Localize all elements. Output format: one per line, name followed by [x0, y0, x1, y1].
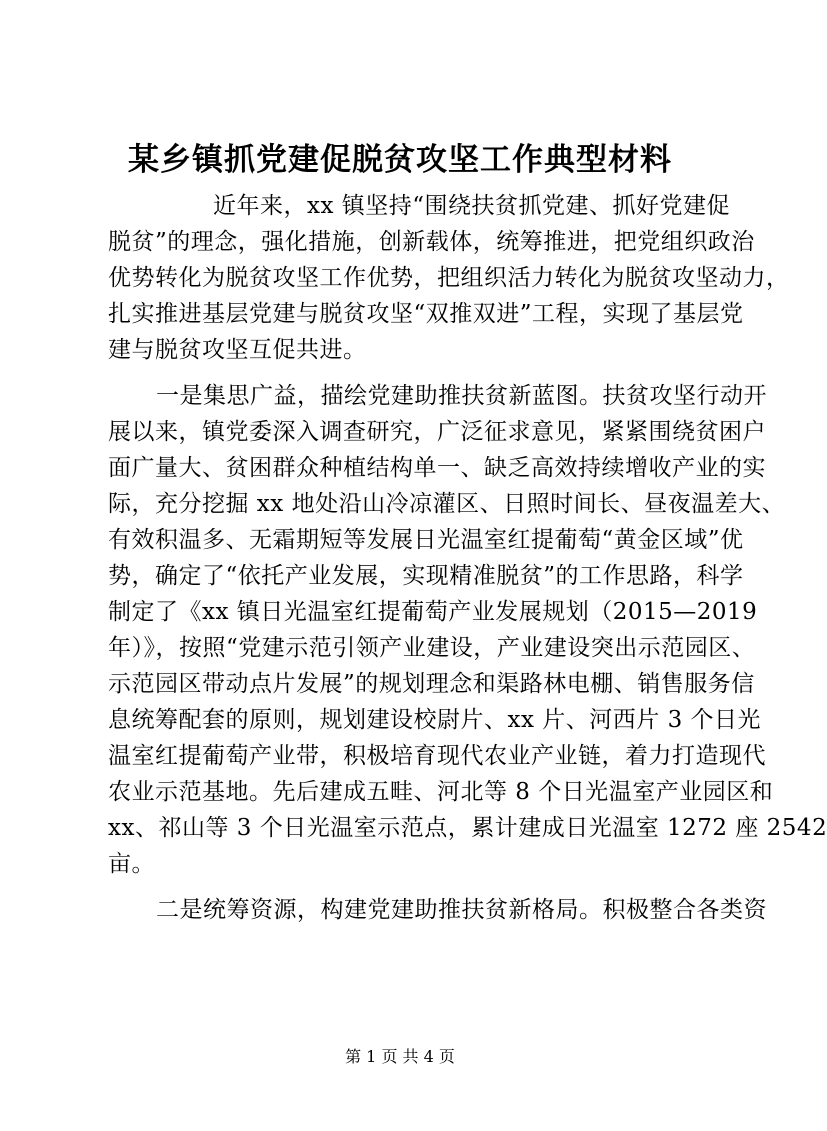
paragraph-line: 年）》，按照“党建示范引领产业建设，产业建设突出示范园区、: [108, 635, 756, 661]
document-body: [108, 188, 827, 928]
paragraph-intro: [108, 188, 790, 368]
paragraph-section-two: [108, 892, 767, 928]
paragraph-line: 优势转化为脱贫攻坚工作优势，把组织活力转化为脱贫攻坚动力，: [108, 265, 790, 291]
paragraph-line: 展以来，镇党委深入调查研究，广泛征求意见，紧紧围绕贫困户: [108, 419, 766, 445]
paragraph-line: 一是集思广益，描绘党建助推扶贫新蓝图。扶贫攻坚行动开: [156, 383, 767, 409]
paragraph-line: 亩。: [108, 851, 155, 877]
document-title: 某乡镇抓党建促脱贫攻坚工作典型材料: [128, 142, 672, 178]
paragraph-line: 建与脱贫攻坚互促共进。: [108, 337, 367, 363]
paragraph-line: 温室红提葡萄产业带，积极培育现代农业产业链，着力打造现代: [108, 743, 766, 769]
paragraph-line: 有效积温多、无霜期短等发展日光温室红提葡萄“黄金区域”优: [108, 527, 744, 553]
paragraph-line: 示范园区带动点片发展”的规划理念和渠路林电棚、销售服务信: [108, 671, 755, 697]
paragraph-line: 际，充分挖掘 xx 地处沿山冷凉灌区、日照时间长、昼夜温差大、: [108, 491, 786, 517]
paragraph-line: 扎实推进基层党建与脱贫攻坚“双推双进”工程，实现了基层党: [108, 301, 744, 327]
paragraph-line: 近年来，xx 镇坚持“围绕扶贫抓党建、抓好党建促: [213, 193, 731, 219]
paragraph-line: 势，确定了“依托产业发展，实现精准脱贫”的工作思路，科学: [108, 563, 744, 589]
paragraph-line: 二是统筹资源，构建党建助推扶贫新格局。积极整合各类资: [156, 897, 767, 923]
paragraph-line: 农业示范基地。先后建成五畦、河北等 8 个日光温室产业园区和: [108, 779, 774, 805]
page-indicator: 第 1 页 共 4 页: [345, 1047, 455, 1066]
paragraph-line: 息统筹配套的原则，规划建设校尉片、xx 片、河西片 3 个日光: [108, 707, 762, 733]
paragraph-line: 脱贫”的理念，强化措施，创新载体，统筹推进，把党组织政治: [108, 229, 755, 255]
paragraph-line: 面广量大、贫困群众种植结构单一、缺乏高效持续增收产业的实: [108, 455, 766, 481]
paragraph-line: 制定了《xx 镇日光温室红提葡萄产业发展规划（2015—2019: [108, 599, 758, 625]
paragraph-line: xx、祁山等 3 个日光温室示范点，累计建成日光温室 1272 座 2542: [108, 815, 827, 841]
paragraph-section-one: [108, 378, 827, 882]
